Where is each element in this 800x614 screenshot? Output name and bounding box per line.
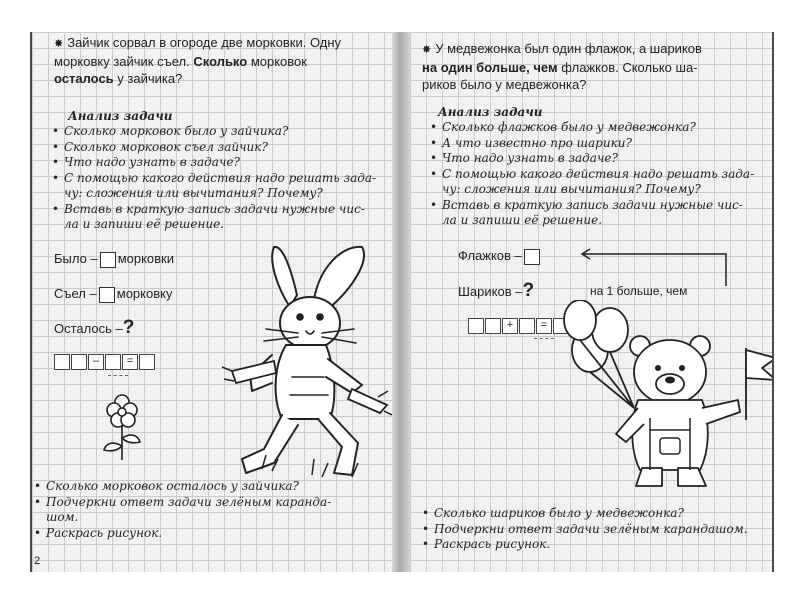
list-item: • А что известно про шарики? — [430, 135, 632, 150]
flower-icon — [94, 388, 154, 468]
left-task-text — [54, 34, 389, 87]
star-icon: ✸ — [422, 44, 432, 56]
answer-box[interactable] — [524, 249, 540, 265]
record-row-eaten: Съел – морковку — [54, 286, 173, 301]
equation-cell[interactable] — [519, 318, 535, 334]
list-item: • С помощью какого действия надо решать зада- — [52, 170, 377, 185]
equation-cell[interactable] — [139, 354, 155, 370]
record-row-balloons: Шариков –? — [458, 280, 535, 301]
right-page — [410, 32, 772, 572]
equation-cell: = — [122, 354, 138, 370]
list-item: • Подчеркни ответ задачи зелёным карандашом. — [422, 521, 748, 536]
list-item: шом. — [46, 510, 79, 524]
equation-cell: + — [502, 318, 518, 334]
bear-with-balloons-and-flag-icon — [550, 300, 772, 490]
list-item: • Подчеркни ответ задачи зелёным каранда- — [34, 494, 332, 509]
right-analysis-title: Анализ задачи — [438, 105, 543, 119]
answer-box[interactable] — [100, 252, 116, 268]
answer-line[interactable] — [108, 375, 128, 376]
right-task-line-1: ✸ У медвежонка был один флажок, а шариков — [422, 41, 702, 56]
left-task-line-3: осталось у зайчика? — [54, 71, 183, 86]
rabbit-with-carrots-icon — [202, 237, 392, 482]
equation-cell[interactable] — [468, 318, 484, 334]
left-analysis-list — [52, 124, 387, 233]
list-item: • Раскрась рисунок. — [422, 537, 551, 551]
list-item: • Что надо узнать в задаче? — [430, 151, 618, 165]
list-item: ла и запиши её решение. — [442, 213, 603, 227]
left-bottom-list — [34, 479, 389, 541]
arrow-icon — [578, 244, 748, 288]
list-item: ла и запиши её решение. — [64, 217, 225, 231]
comparison-note: на 1 больше, чем — [590, 284, 688, 298]
left-page — [32, 32, 392, 572]
open-workbook — [30, 32, 774, 572]
record-row-flags: Флажков – — [458, 248, 542, 265]
list-item: • С помощью какого действия надо решать зада- — [430, 166, 755, 181]
right-task-text — [422, 40, 767, 93]
list-item: • Сколько морковок было у зайчика? — [52, 124, 289, 138]
list-item: • Сколько морковок съел зайчик? — [52, 139, 268, 154]
book-spine — [392, 32, 410, 572]
right-analysis-list — [430, 120, 770, 229]
equation-boxes[interactable] — [54, 354, 156, 368]
list-item: • Раскрась рисунок. — [34, 525, 163, 540]
list-item: чу: сложения или вычитания? Почему? — [442, 182, 701, 196]
equation-cell[interactable] — [54, 354, 70, 370]
left-analysis-title: Анализ задачи — [68, 109, 173, 123]
list-item: • Что надо узнать в задаче? — [52, 155, 240, 169]
left-task-line-1: ✸ Зайчик сорвал в огороде две морковки. Одну — [54, 35, 342, 50]
right-task-line-2: на один больше, чем флажков. Сколько ша- — [422, 60, 698, 75]
list-item: • Вставь в краткую запись задачи нужные чис- — [430, 197, 743, 212]
list-item: • Сколько шариков было у медвежонка? — [422, 506, 684, 520]
star-icon: ✸ — [54, 38, 64, 50]
right-bottom-list — [422, 506, 770, 553]
answer-box[interactable] — [99, 287, 115, 303]
equation-cell: – — [88, 354, 104, 370]
list-item: • Сколько морковок осталось у зайчика? — [34, 479, 299, 493]
left-task-line-2: морковку зайчик съел. Сколько морковок — [54, 54, 307, 69]
list-item: • Вставь в краткую запись задачи нужные чис- — [52, 201, 365, 216]
record-row-was: Было – морковки — [54, 251, 175, 266]
right-task-line-3: риков было у медвежонка? — [422, 77, 587, 92]
list-item: чу: сложения или вычитания? Почему? — [64, 186, 323, 200]
equation-cell: = — [536, 318, 552, 334]
equation-cell[interactable] — [485, 318, 501, 334]
equation-cell[interactable] — [105, 354, 121, 370]
list-item: • Сколько флажков было у медвежонка? — [430, 120, 696, 134]
page-number: 2 — [34, 555, 41, 567]
record-row-left: Осталось –? — [54, 317, 135, 338]
equation-cell[interactable] — [71, 354, 87, 370]
